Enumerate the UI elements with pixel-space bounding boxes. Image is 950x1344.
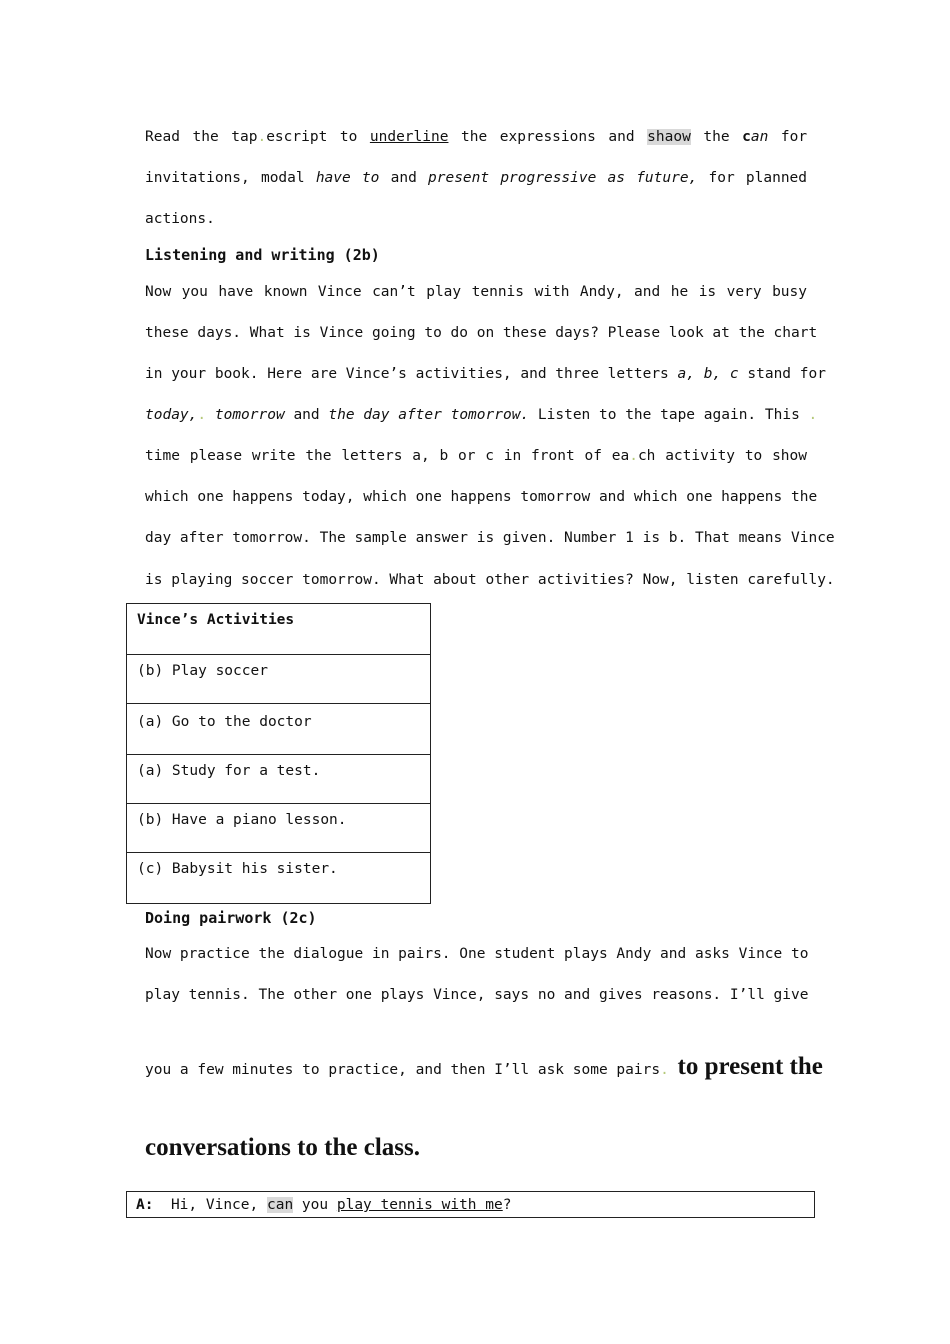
word: invitations,: [145, 170, 250, 186]
intro-line-2: [145, 168, 807, 188]
word: to: [339, 129, 358, 145]
table-row: (b) Play soccer: [127, 655, 431, 704]
underlined-phrase: play tennis with me: [336, 1197, 503, 1213]
dialogue-speaker: A:: [136, 1197, 154, 1213]
dialogue-text: Hi, Vince,: [170, 1197, 259, 1213]
italic-letters: a, b, c: [677, 366, 739, 382]
paragraph-line: time please write the letters a, b or c in front of ea.ch activity to show: [145, 448, 807, 464]
dialogue-text: you: [301, 1197, 329, 1213]
word: the: [192, 129, 219, 145]
word: the: [703, 129, 730, 145]
dialogue-text: ?: [502, 1197, 512, 1213]
word: and: [608, 129, 635, 145]
dialogue-box: [126, 1191, 815, 1218]
paragraph-line: play tennis. The other one plays Vince, says no and gives reasons. I’ll give: [145, 987, 809, 1003]
word: for planned: [708, 170, 808, 186]
word: for: [780, 129, 808, 145]
activities-table: [126, 603, 431, 904]
section-heading-2b: Listening and writing (2b): [145, 246, 380, 264]
word-can: can: [742, 129, 769, 145]
paragraph-line: Now practice the dialogue in pairs. One student plays Andy and asks Vince to: [145, 946, 809, 962]
paragraph-line: today,. tomorrow and the day after tomorrow. Listen to the tape again. This .: [145, 407, 818, 423]
word: Read: [145, 129, 180, 145]
table-header: Vince’s Activities: [127, 604, 431, 655]
paragraph-line: is playing soccer tomorrow. What about other activities? Now, listen carefully.: [145, 572, 835, 588]
table-row: (c) Babysit his sister.: [127, 853, 431, 904]
italic-phrase: present progressive as future,: [428, 170, 698, 186]
word: expressions: [499, 129, 596, 145]
paragraph-line: day after tomorrow. The sample answer is given. Number 1 is b. That means Vince: [145, 530, 835, 546]
section-heading-2c: Doing pairwork (2c): [145, 909, 317, 927]
word: modal: [260, 170, 305, 186]
italic-phrase: have to: [315, 170, 380, 186]
paragraph-line: in your book. Here are Vince’s activities, and three letters a, b, c stand for: [145, 366, 826, 382]
paragraph-line: Now you have known Vince can’t play tennis with Andy, and he is very busy: [145, 284, 807, 300]
table-row: (b) Have a piano lesson.: [127, 804, 431, 853]
intro-line-1: [145, 127, 807, 147]
paragraph-line: you a few minutes to practice, and then I’ll ask some pairs. to present the: [145, 1053, 823, 1080]
highlighted-word: can: [266, 1197, 294, 1213]
intro-line-3: actions.: [145, 211, 215, 227]
highlighted-word: shaow: [647, 129, 691, 145]
word: and: [390, 170, 417, 186]
underlined-word: underline: [369, 129, 449, 145]
table-row: (a) Study for a test.: [127, 755, 431, 804]
paragraph-line: these days. What is Vince going to do on these days? Please look at the chart: [145, 325, 818, 341]
word-tapescript: tap.escript: [231, 129, 328, 145]
large-bold-text-line: conversations to the class.: [145, 1134, 420, 1161]
paragraph-line: which one happens today, which one happens tomorrow and which one happens the: [145, 489, 818, 505]
word: the: [461, 129, 488, 145]
table-row: (a) Go to the doctor: [127, 704, 431, 755]
large-bold-text: to present the: [677, 1053, 823, 1080]
